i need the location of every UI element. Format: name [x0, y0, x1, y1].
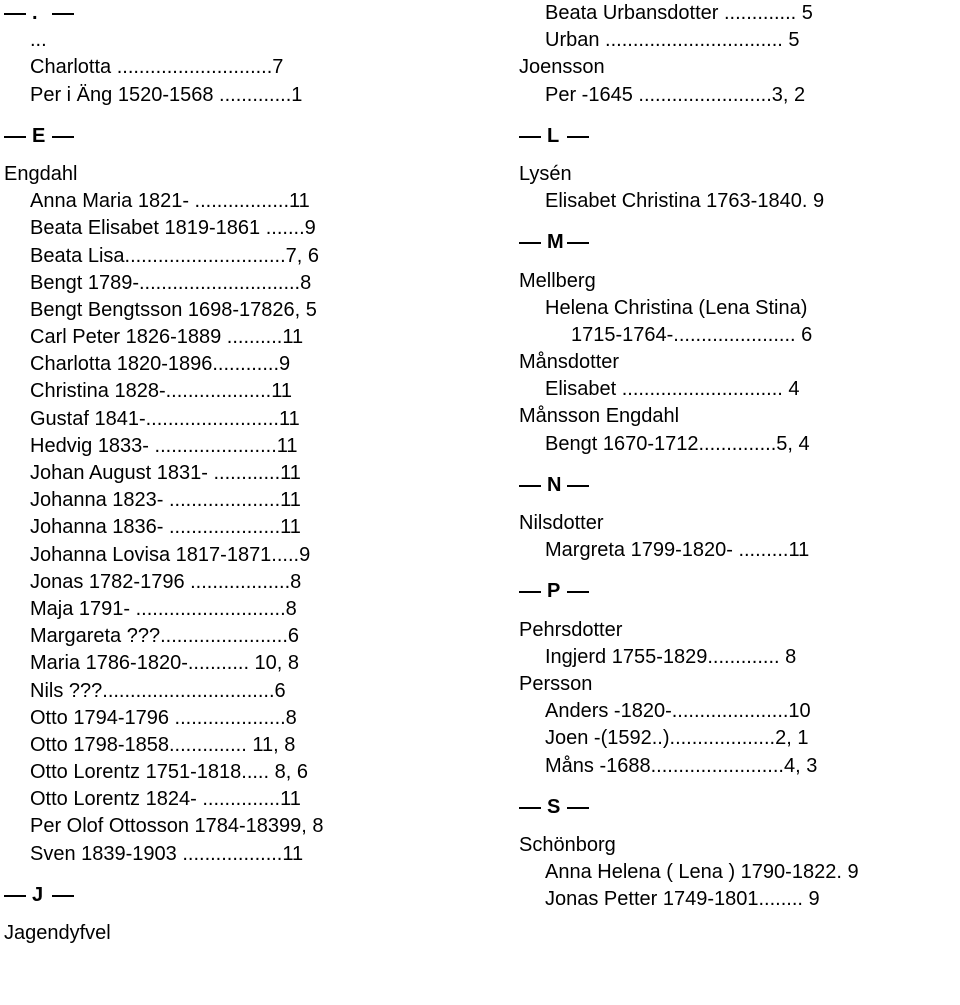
index-entry: Johanna 1836- ....................11 [30, 516, 301, 539]
heading-letter: N [547, 473, 562, 496]
heading-rule [567, 136, 589, 138]
section-heading [519, 578, 960, 605]
surname-entry: Pehrsdotter [519, 618, 623, 641]
index-entry: Otto 1798-1858.............. 11, 8 [30, 733, 296, 756]
surname-entry: Månsson Engdahl [519, 405, 680, 428]
heading-rule [519, 485, 541, 487]
index-entry: Urban ................................ 5 [545, 29, 800, 52]
heading-letter: S [547, 795, 561, 818]
heading-letter: E [32, 124, 46, 147]
heading-letter: . [32, 2, 38, 24]
index-entry: Christina 1828-...................11 [30, 380, 292, 403]
section-heading [4, 123, 474, 150]
index-entry: Bengt Bengtsson 1698-17826, 5 [30, 298, 317, 321]
heading-rule [52, 895, 74, 897]
index-entry-continued: 1715-1764-...................... 6 [571, 323, 813, 346]
surname-entry: Jagendyfvel [4, 922, 111, 944]
index-entry: Nils ???...............................6 [30, 679, 286, 702]
heading-rule [4, 13, 26, 15]
index-entry: Ingjerd 1755-1829............. 8 [545, 645, 797, 668]
heading-rule [519, 136, 541, 138]
index-entry: Per Olof Ottosson 1784-18399, 8 [30, 815, 324, 838]
index-entry: Beata Lisa.............................7, 6 [30, 244, 320, 267]
heading-rule [567, 242, 589, 244]
index-entry: Jonas 1782-1796 ..................8 [30, 570, 302, 593]
surname-entry: Månsdotter [519, 351, 620, 374]
index-entry: Per -1645 ........................3, 2 [545, 83, 806, 106]
index-entry: Jonas Petter 1749-1801........ 9 [545, 888, 820, 911]
index-entry: Otto Lorentz 1824- ..............11 [30, 788, 301, 811]
surname-entry: Mellberg [519, 269, 596, 292]
index-entry: Måns -1688........................4, 3 [545, 754, 818, 777]
surname-entry: Lysén [519, 162, 572, 185]
heading-letter: J [32, 883, 44, 906]
index-entry: Johanna Lovisa 1817-1871.....9 [30, 543, 311, 566]
index-entry: Elisabet Christina 1763-1840. 9 [545, 190, 825, 213]
index-entry: ... [30, 29, 47, 52]
index-entry: Margreta 1799-1820- .........11 [545, 539, 810, 562]
index-column-left [4, 0, 474, 947]
heading-rule [567, 807, 589, 809]
index-entry: Anna Helena ( Lena ) 1790-1822. 9 [545, 861, 859, 884]
index-entry: Bengt 1789-.............................8 [30, 271, 312, 294]
section-heading [4, 0, 474, 27]
heading-rule [4, 136, 26, 138]
surname-entry: Nilsdotter [519, 512, 604, 534]
section-heading [519, 472, 960, 499]
surname-entry: Engdahl [4, 162, 78, 185]
index-entry: Beata Urbansdotter ............. 5 [545, 2, 813, 24]
index-entry: Johan August 1831- ............11 [30, 462, 301, 484]
section-heading [4, 882, 474, 909]
section-heading [519, 123, 960, 150]
index-entry: Johanna 1823- ....................11 [30, 489, 301, 512]
index-entry: Charlotta 1820-1896............9 [30, 353, 291, 376]
heading-rule [52, 13, 74, 15]
surname-entry: Schönborg [519, 833, 616, 856]
index-entry: Sven 1839-1903 ..................11 [30, 842, 304, 865]
heading-rule [567, 485, 589, 487]
index-entry: Otto Lorentz 1751-1818..... 8, 6 [30, 761, 308, 784]
index-entry: Charlotta ............................7 [30, 56, 284, 79]
surname-entry: Persson [519, 672, 593, 695]
heading-rule [519, 807, 541, 809]
heading-rule [519, 591, 541, 593]
index-entry: Maja 1791- ...........................8 [30, 597, 297, 620]
index-entry: Helena Christina (Lena Stina) [545, 296, 808, 319]
index-entry: Anna Maria 1821- .................11 [30, 190, 310, 213]
index-entry: Per i Äng 1520-1568 .............1 [30, 83, 303, 106]
index-entry: Hedvig 1833- ......................11 [30, 434, 298, 457]
heading-rule [52, 136, 74, 138]
index-entry: Margareta ???.......................6 [30, 625, 300, 648]
surname-entry: Joensson [519, 56, 605, 79]
index-entry: Elisabet ............................. 4 [545, 378, 800, 401]
index-entry: Beata Elisabet 1819-1861 .......9 [30, 217, 316, 240]
index-entry: Joen -(1592..)...................2, 1 [545, 727, 809, 750]
heading-rule [519, 242, 541, 244]
section-heading [519, 229, 960, 256]
heading-letter: P [547, 580, 561, 603]
section-heading [519, 794, 960, 821]
index-entry: Maria 1786-1820-........... 10, 8 [30, 652, 300, 675]
heading-rule [567, 591, 589, 593]
index-entry: Otto 1794-1796 ....................8 [30, 706, 297, 729]
index-entry: Bengt 1670-1712..............5, 4 [545, 432, 810, 455]
heading-letter: L [547, 124, 560, 147]
heading-rule [4, 895, 26, 897]
heading-letter: M [547, 231, 564, 254]
index-entry: Carl Peter 1826-1889 ..........11 [30, 326, 304, 349]
index-entry: Gustaf 1841-........................11 [30, 407, 300, 430]
index-column-right [519, 0, 960, 913]
index-entry: Anders -1820-.....................10 [545, 700, 811, 723]
